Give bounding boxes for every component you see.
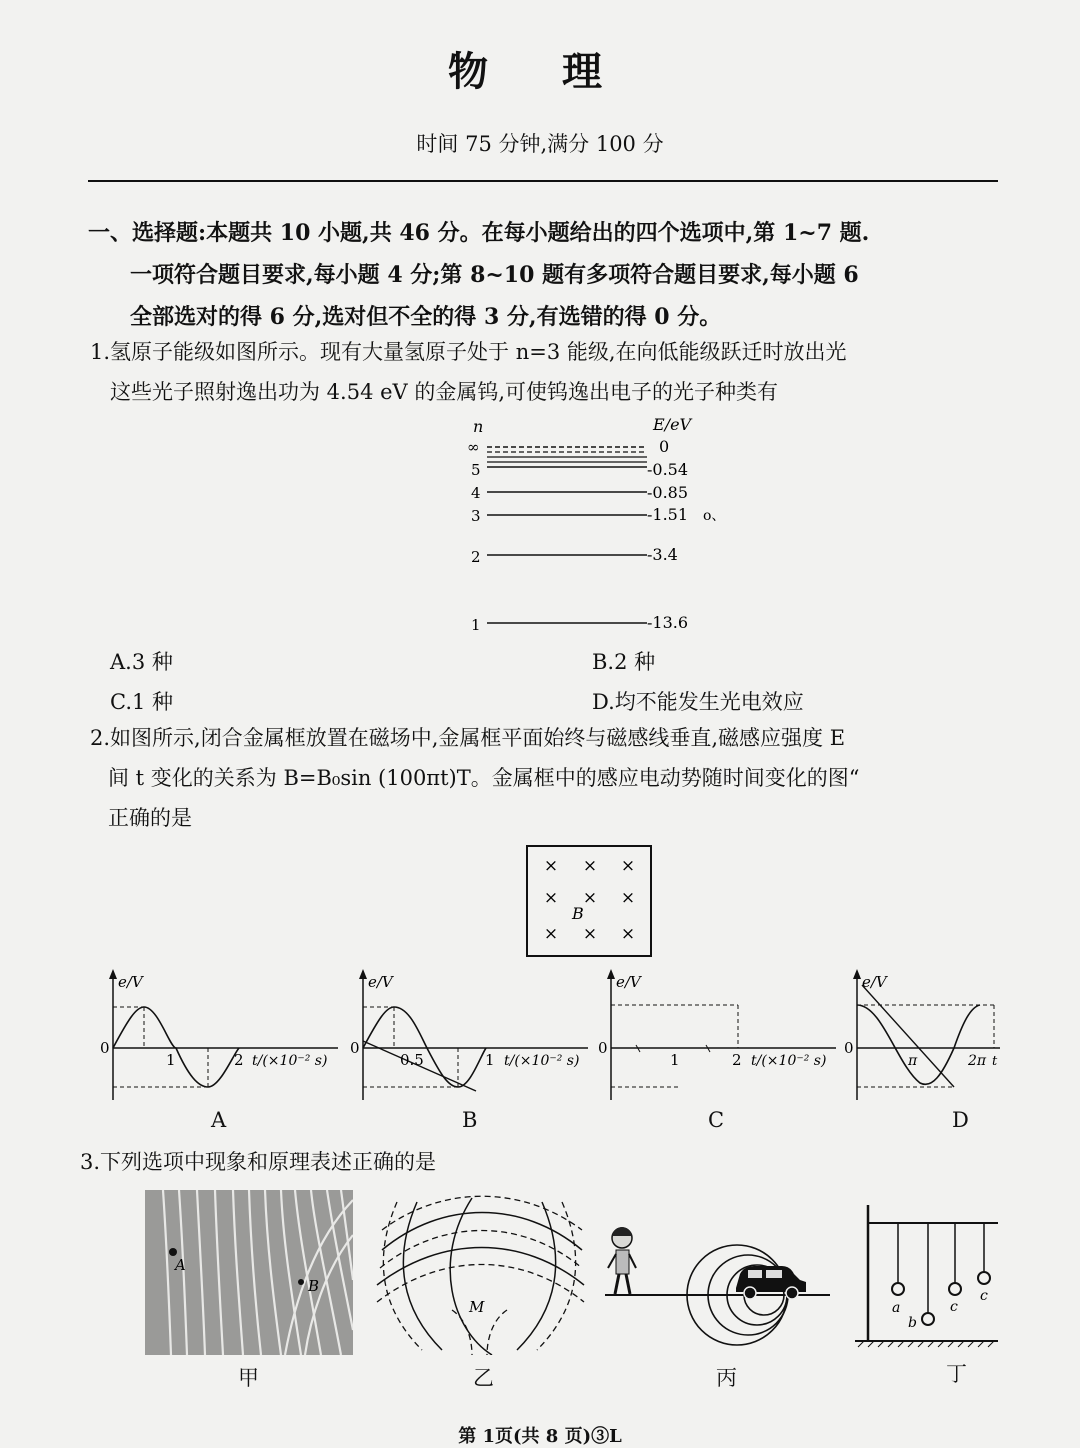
y-arrow <box>109 969 117 979</box>
field-cross: × <box>620 888 636 908</box>
q1-option-a: A.3 种 <box>110 650 173 674</box>
field-cross: × <box>543 924 559 944</box>
y-label: e/V <box>368 973 393 991</box>
field-cross: × <box>543 856 559 876</box>
level-energy-label: -3.4 <box>647 545 678 564</box>
level-energy-label: -0.85 <box>647 483 689 502</box>
pendulum-bob-a <box>892 1283 904 1295</box>
tick-label: 2 <box>732 1051 742 1069</box>
level-energy-label: -1.51 <box>647 505 689 524</box>
page-title: 物 理 <box>448 48 632 95</box>
level-n-label: ∞ <box>467 438 480 456</box>
level-energy-label: -0.54 <box>647 460 689 479</box>
figure-yi-caption: 乙 <box>473 1366 494 1390</box>
y-label: e/V <box>862 973 887 991</box>
origin-label: 0 <box>350 1039 360 1057</box>
bob-c-label: c <box>950 1299 958 1315</box>
tick-label: 1 <box>485 1051 495 1069</box>
dashed-arcs <box>377 1196 584 1355</box>
field-cross: × <box>582 924 598 944</box>
graph-b <box>348 965 598 1105</box>
figure-ding-diagram <box>850 1195 1000 1355</box>
bob-a-label: a <box>892 1300 901 1316</box>
x-label: t/(×10⁻² s) <box>252 1053 328 1069</box>
section-instructions <box>88 212 1018 338</box>
graph-c <box>596 965 846 1105</box>
emf-curve <box>857 1005 980 1084</box>
level-n-label: 3 <box>471 507 481 525</box>
field-marks <box>544 856 635 944</box>
point-b-label: B <box>308 1277 320 1295</box>
emf-curve <box>363 1007 486 1087</box>
y-arrow <box>607 969 615 979</box>
tick-label: 1 <box>670 1051 680 1069</box>
section-line-2: 一项符合题目要求,每小题 4 分;第 8~10 题有多项符合题目要求,每小题 6 <box>130 262 859 288</box>
q1-line-2: 这些光子照射逸出功为 4.54 eV 的金属钨,可使钨逸出电子的光子种类有 <box>110 380 779 404</box>
q1-line-1: 1.氢原子能级如图所示。现有大量氢原子处于 n=3 能级,在向低能级跃迁时放出光 <box>90 340 847 364</box>
page-number: 第 1页(共 8 页)③L <box>458 1426 622 1447</box>
level-energy-label: 0 <box>659 437 670 456</box>
y-label: e/V <box>118 973 143 991</box>
tick-label: π <box>908 1053 918 1069</box>
figure-jia-photo <box>145 1190 353 1355</box>
tick-label: 2π <box>968 1053 987 1069</box>
origin-label: 0 <box>598 1039 608 1057</box>
y-label: e/V <box>616 973 641 991</box>
y-arrow <box>853 969 861 979</box>
origin-label: 0 <box>100 1039 110 1057</box>
level-energy-label: -13.6 <box>647 613 689 632</box>
tick-label: 1 <box>166 1051 176 1069</box>
figure-ding-caption: 丁 <box>946 1362 967 1386</box>
tick-label: 2 <box>234 1051 244 1069</box>
graph-a-caption: A <box>211 1108 227 1132</box>
point-m-label: M <box>469 1298 485 1316</box>
field-cross: × <box>543 888 559 908</box>
solid-arcs <box>377 1198 584 1355</box>
tick-label: 0.5 <box>400 1051 424 1069</box>
level-n-label: 5 <box>471 461 481 479</box>
q2-line-1: 2.如图所示,闭合金属框放置在磁场中,金属框平面始终与磁感线垂直,磁感应强度 E <box>90 726 846 750</box>
q3-line-1: 3.下列选项中现象和原理表述正确的是 <box>80 1150 437 1174</box>
x-label: t/(×10⁻² s) <box>504 1053 580 1069</box>
energy-axis-label: E/eV <box>653 415 692 434</box>
field-b-label: B <box>572 904 584 923</box>
field-cross: × <box>620 856 636 876</box>
figure-bing-diagram <box>600 1198 835 1358</box>
level-n-label: 4 <box>471 484 481 502</box>
energy-level-diagram <box>455 410 755 640</box>
x-label: t/(×10⁻² s) <box>751 1053 827 1069</box>
point-a-label: A <box>175 1256 186 1274</box>
x-label: t <box>992 1054 998 1069</box>
field-cross: × <box>582 856 598 876</box>
graph-d-caption: D <box>952 1108 969 1132</box>
field-cross: × <box>620 924 636 944</box>
q1-option-d: D.均不能发生光电效应 <box>592 690 804 714</box>
figure-bing-caption: 丙 <box>716 1366 737 1390</box>
q2-line-3: 正确的是 <box>108 806 192 830</box>
level-n-label: 2 <box>471 548 481 566</box>
stray-mark: o、 <box>703 508 726 524</box>
pendulum-bob-b <box>922 1313 934 1325</box>
y-arrow <box>359 969 367 979</box>
straight-line <box>862 985 954 1087</box>
field-cross: × <box>582 888 598 908</box>
exam-info: 时间 75 分钟,满分 100 分 <box>416 132 664 156</box>
q1-option-c: C.1 种 <box>110 690 174 714</box>
graph-c-caption: C <box>708 1108 725 1132</box>
origin-label: 0 <box>844 1039 854 1057</box>
figure-jia-caption: 甲 <box>238 1366 259 1390</box>
level-n-label: 1 <box>471 616 481 634</box>
figure-yi-diagram <box>372 1190 587 1355</box>
person-icon <box>608 1227 636 1294</box>
bob-b-label: b <box>908 1315 917 1331</box>
emf-curve <box>113 1007 239 1087</box>
bob-c2-label: c <box>980 1288 988 1304</box>
graph-a <box>98 965 348 1105</box>
q2-line-2: 间 t 变化的关系为 B=B₀sin (100πt)T。金属框中的感应电动势随时间变化的图“ <box>108 766 860 790</box>
pendulum-bob-c <box>949 1283 961 1295</box>
q1-option-b: B.2 种 <box>592 650 656 674</box>
section-line-1: 一、选择题:本题共 10 小题,共 46 分。在每小题给出的四个选项中,第 1~7 题. <box>88 220 870 246</box>
point-b <box>298 1279 304 1285</box>
magnetic-field-box <box>526 845 654 959</box>
header-divider <box>88 180 998 182</box>
section-line-3: 全部选对的得 6 分,选对但不全的得 3 分,有选错的得 0 分。 <box>130 304 722 330</box>
n-axis-label: n <box>473 417 484 436</box>
graph-d <box>842 965 1002 1105</box>
point-a <box>169 1248 177 1256</box>
pendulum-bob-d <box>978 1272 990 1284</box>
graph-b-caption: B <box>462 1108 478 1132</box>
